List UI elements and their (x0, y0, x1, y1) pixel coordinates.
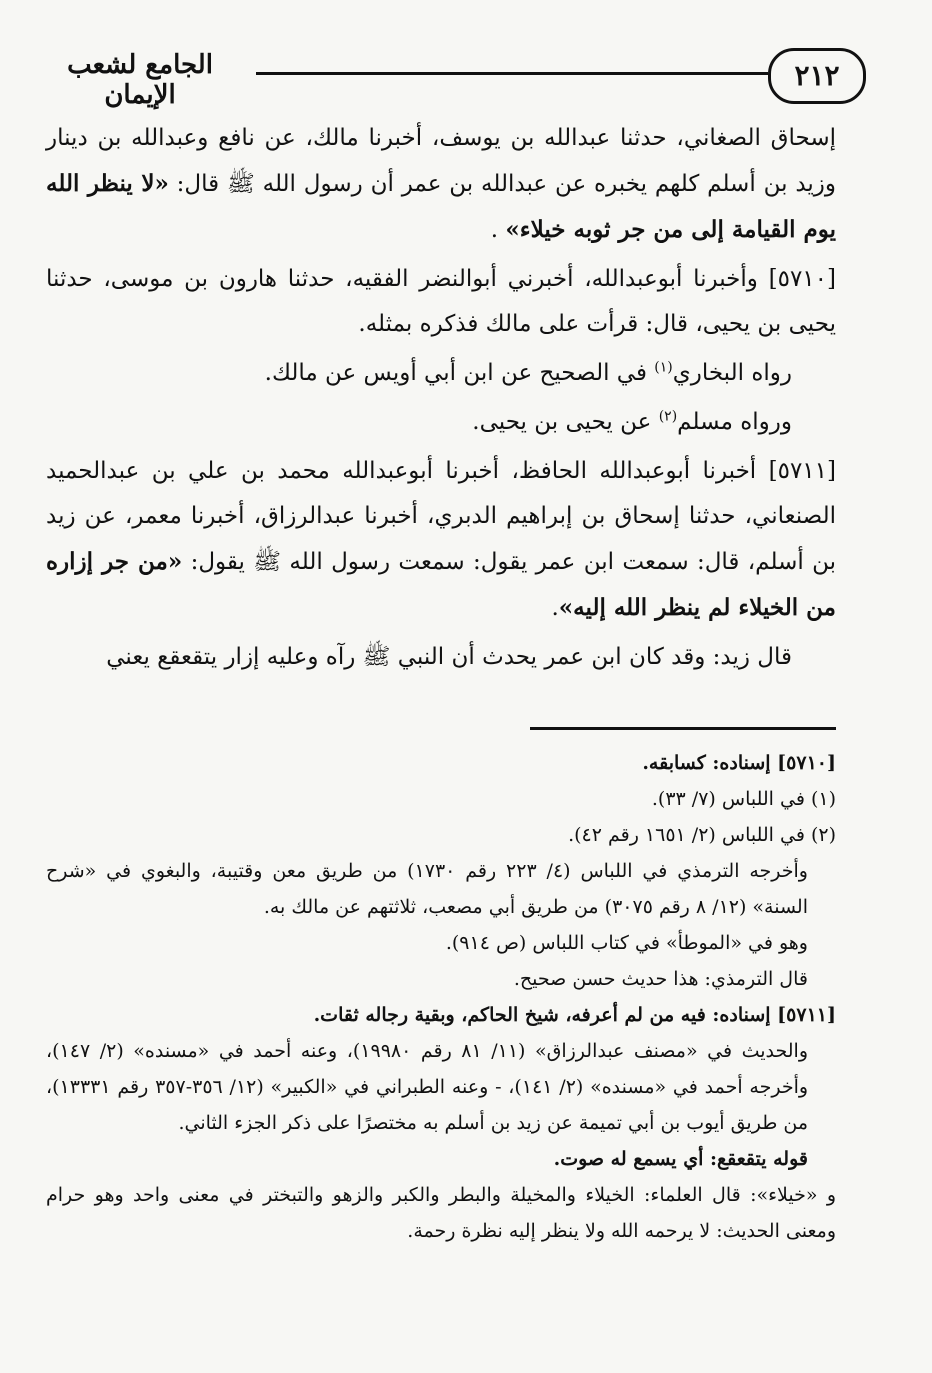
running-title: الجامع لشعب الإيمان (67, 50, 213, 110)
paragraph-end: . (490, 217, 506, 243)
footnote-takhrij: وأخرجه الترمذي في اللباس (٤/ ٢٢٣ رقم ١٧٣٠) من طريق معن وقتيبة، والبغوي في «شرح السنة» (١٢/ ٨ رقم ٣٠٧٥) من طريق أبي مصعب، ثلاثتهم عن مالك به. (46, 860, 808, 918)
hadith-quote: «لا ينظر الله يوم القيامة إلى من جر ثوبه خيلاء» (46, 170, 836, 243)
page-number: ٢١٢ (768, 48, 866, 104)
page-header (30, 38, 850, 108)
paragraph-continuation (46, 116, 836, 253)
header-rule (256, 72, 768, 75)
paragraph-text: ورواه مسلم (677, 409, 792, 435)
paragraph-text: عن يحيى بن يحيى. (472, 409, 659, 435)
footnote-isnad-5711: [٥٧١١] إسناده: فيه من لم أعرفه، شيخ الحاكم، وبقية رجاله ثقات. (313, 1004, 836, 1026)
hadith-number: [٥٧١٠] (768, 266, 836, 292)
footnotes (46, 745, 836, 1249)
footnote-2: (٢) في اللباس (٢/ ١٦٥١ رقم ٤٢). (568, 824, 836, 846)
footnote-muwatta: وهو في «الموطأ» في كتاب اللباس (ص ٩١٤). (445, 932, 808, 954)
paragraph-end: . (551, 595, 559, 621)
footnote-tirmidhi-grade: قال الترمذي: هذا حديث حسن صحيح. (513, 968, 808, 990)
hadith-quote: «من جر إزاره من الخيلاء لم ينظر الله إليه» (46, 548, 836, 621)
zayd-comment: قال زيد: وقد كان ابن عمر يحدث أن النبي ﷺ رآه وعليه إزار يتقعقع يعني (106, 644, 792, 670)
footnote-gloss-yataqaqa: قوله يتقعقع: أي يسمع له صوت. (553, 1148, 808, 1170)
paragraph-text: أخبرنا أبوعبدالله الحافظ، أخبرنا أبوعبدالله محمد بن علي بن عبدالحميد الصنعاني، حدثنا إسحاق بن إبراهيم الدبري، أخبرنا عبدالرزاق، أخبرنا معمر، عن زيد بن أسلم، قال: سمعت ابن عمر يقول: سمعت رسول الله ﷺ يقول: (46, 458, 837, 575)
hadith-number: [٥٧١١] (768, 458, 836, 484)
footnote-ref-2[interactable]: (٢) (658, 408, 678, 425)
footnote-ref-1[interactable]: (١) (654, 359, 673, 376)
hadith-5711 (46, 449, 836, 631)
hadith-5710 (46, 257, 836, 347)
paragraph-text: وأخبرنا أبوعبدالله، أخبرني أبوالنضر الفقيه، حدثنا هارون بن موسى، حدثنا يحيى بن يحيى، قال: قرأت على مالك فذكره بمثله. (46, 266, 836, 337)
footnote-separator (530, 727, 836, 730)
main-text (46, 116, 836, 680)
muslim-attribution (46, 400, 836, 445)
paragraph-text: رواه البخاري (672, 360, 792, 386)
footnote-isnad-5710: [٥٧١٠] إسناده: كسابقه. (642, 752, 836, 774)
footnote-gloss-khuyala: و «خيلاء»: قال العلماء: الخيلاء والمخيلة والبطر والكبر والزهو والتبختر في معنى واحد وهو حرام ومعنى الحديث: لا يرحمه الله ولا ينظر إليه نظرة رحمة. (46, 1184, 836, 1242)
paragraph-text: في الصحيح عن ابن أبي أويس عن مالك. (264, 360, 655, 386)
paragraph-text: إسحاق الصغاني، حدثنا عبدالله بن يوسف، أخبرنا مالك، عن نافع وعبدالله بن دينار وزيد بن أسلم كلهم يخبره عن عبدالله بن عمر أن رسول الله ﷺ قال: (46, 125, 837, 197)
bukhari-attribution (46, 351, 836, 396)
footnote-1: (١) في اللباس (٧/ ٣٣). (651, 788, 836, 810)
footnote-takhrij-5711: والحديث في «مصنف عبدالرزاق» (١١/ ٨١ رقم ١٩٩٨٠)، وعنه أحمد في «مسنده» (٢/ ١٤٧)، وأخرجه أحمد في «مسنده» (٢/ ١٤١)، - وعنه الطبراني في «الكبير» (١٢/ ٣٥٦-٣٥٧ رقم ١٣٣٣١)، من طريق أيوب بن أبي تميمة عن زيد بن أسلم به مختصرًا على ذكر الجزء الثاني. (46, 1040, 809, 1134)
